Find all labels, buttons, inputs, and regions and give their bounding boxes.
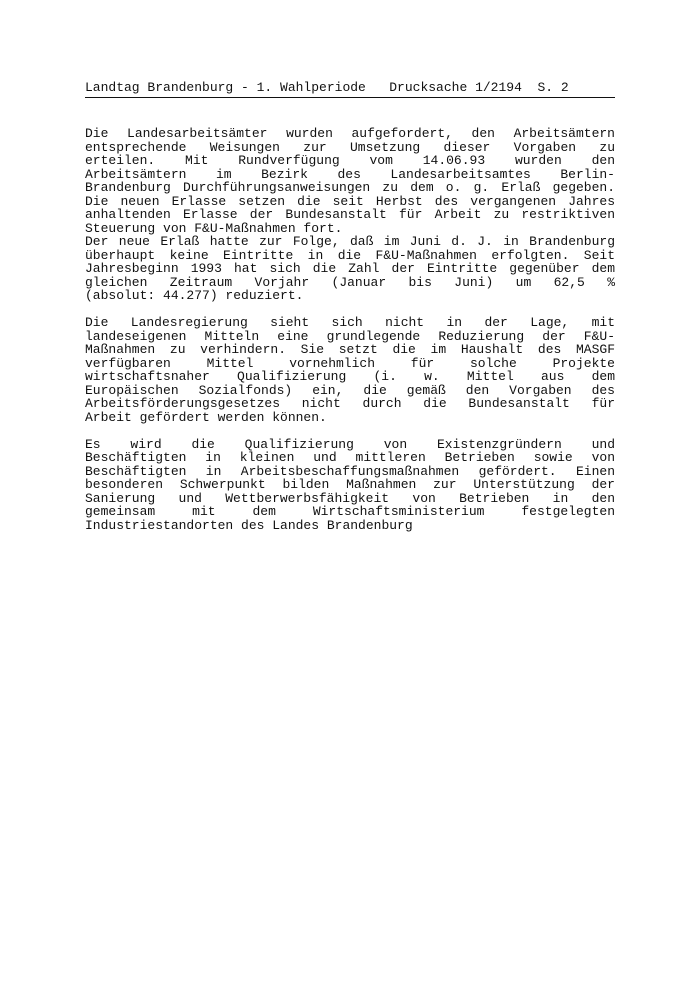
text-line: besonderen Schwerpunkt bilden Maßnahmen zur Unterstützung der <box>85 477 615 492</box>
text-line: Maßnahmen zu verhindern. Sie setzt die im Haushalt des MASGF <box>85 342 615 357</box>
text-line: Brandenburg Durchführungsanweisungen zu dem o. g. Erlaß gegeben. <box>85 180 615 195</box>
text-line: Steuerung von F&U-Maßnahmen fort. <box>85 220 343 236</box>
paragraph-2 <box>85 316 615 424</box>
text-line: Arbeit gefördert werden können. <box>85 409 327 425</box>
text-line: Beschäftigten in kleinen und mittleren Betrieben sowie von <box>85 450 615 465</box>
text-line: Arbeitsämtern im Bezirk des Landesarbeitsamtes Berlin- <box>85 166 615 182</box>
text-line: Industriestandorten des Landes Brandenburg <box>85 517 413 533</box>
paragraph-3 <box>85 438 615 533</box>
text-line: gemeinsam mit dem Wirtschaftsministerium festgelegten <box>85 504 615 519</box>
text-line: überhaupt keine Eintritte in die F&U-Maßnahmen erfolgten. Seit <box>85 247 615 263</box>
text-line: Arbeitsförderungsgesetzes nicht durch die Bundesanstalt für <box>85 396 615 411</box>
text-line: Jahresbeginn 1993 hat sich die Zahl der Eintritte gegenüber dem <box>85 261 615 276</box>
page-header: Landtag Brandenburg - 1. Wahlperiode Drucksache 1/2194 S. 2 <box>85 80 615 98</box>
document-body <box>85 127 615 546</box>
paragraph-1 <box>85 127 615 303</box>
text-line: Der neue Erlaß hatte zur Folge, daß im Juni d. J. in Brandenburg <box>85 234 615 249</box>
text-line: anhaltenden Erlasse der Bundesanstalt für Arbeit zu restriktiven <box>85 207 615 222</box>
text-line: Europäischen Sozialfonds) ein, die gemäß den Vorgaben des <box>85 382 615 398</box>
text-line: entsprechende Weisungen zur Umsetzung dieser Vorgaben zu <box>85 139 615 155</box>
text-line: Beschäftigten in Arbeitsbeschaffungsmaßnahmen gefördert. Einen <box>85 463 615 479</box>
text-line: Die neuen Erlasse setzen die seit Herbst des vergangenen Jahres <box>85 193 615 209</box>
text-line: Sanierung und Wettberwerbsfähigkeit von Betrieben in den <box>85 490 615 506</box>
text-line: Es wird die Qualifizierung von Existenzgründern und <box>85 436 615 452</box>
text-line: verfügbaren Mittel vornehmlich für solche Projekte <box>85 355 615 371</box>
text-line: (absolut: 44.277) reduziert. <box>85 288 304 303</box>
text-line: landeseigenen Mitteln eine grundlegende Reduzierung der F&U- <box>85 328 615 344</box>
text-line: erteilen. Mit Rundverfügung vom 14.06.93 wurden den <box>85 153 615 168</box>
text-line: Die Landesarbeitsämter wurden aufgefordert, den Arbeitsämtern <box>85 126 615 141</box>
text-line: wirtschaftsnaher Qualifizierung (i. w. Mittel aus dem <box>85 369 615 384</box>
text-line: Die Landesregierung sieht sich nicht in der Lage, mit <box>85 315 615 330</box>
text-line: gleichen Zeitraum Vorjahr (Januar bis Juni) um 62,5 % <box>85 274 615 290</box>
